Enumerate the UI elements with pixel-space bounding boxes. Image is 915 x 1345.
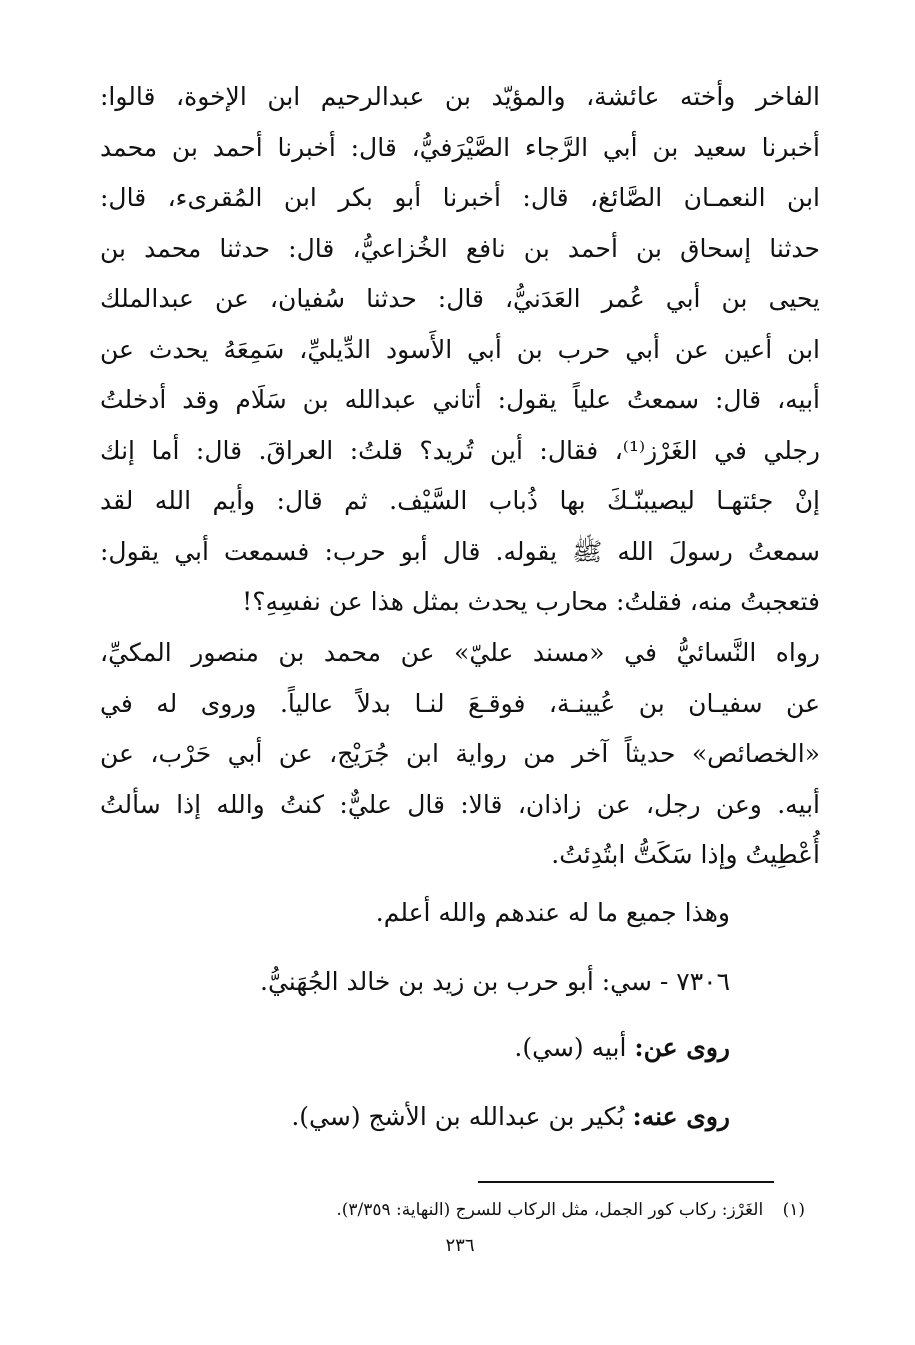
narrated-from-line	[100, 1023, 730, 1073]
footnote-text: الغَرْز: ركاب كور الجمل، مثل الركاب للسرج (النهاية: ٣/٣٥٩).	[336, 1200, 764, 1220]
text-line: ابن أعين عن أبي حرب بن أبي الأَسود الدِّيليِّ، سَمِعَهُ يحدث عن	[100, 334, 820, 364]
text-line: «الخصائص» حديثاً آخر من رواية ابن جُرَيْج، عن أبي حَرْب، عن	[100, 739, 820, 768]
text-line: سمعتُ رسولَ الله ﷺ يقوله. قال أبو حرب: فسمعت أبي يقول:	[100, 536, 820, 566]
text-line: الفاخر وأخته عائشة، والمؤيّد بن عبدالرحيم ابن الإخوة، قالوا:	[100, 82, 820, 111]
page-number: ٢٣٦	[445, 1235, 475, 1256]
text-line: أخبرنا سعيد بن أبي الرَّجاء الصَّيْرَفيُّ، قال: أخبرنا أحمد بن محمد	[100, 132, 820, 162]
text-line: حدثنا إسحاق بن أحمد بن نافع الخُزاعيُّ، قال: حدثنا محمد بن	[100, 233, 820, 263]
main-paragraph	[100, 72, 820, 628]
narrated-by-line	[100, 1092, 730, 1142]
footnote	[125, 1196, 805, 1224]
footnote-number: (١)	[782, 1200, 805, 1220]
text-line: أُعْطِيتُ وإذا سَكَتُّ ابتُدِئتُ.	[551, 840, 820, 869]
text-line: أبيه، قال: سمعتُ علياً يقول: أتاني عبدالله بن سَلَام وقد أدخلتُ	[100, 385, 820, 414]
footnote-divider	[478, 1181, 774, 1183]
text-line: إنْ جئتهـا ليصيبنّـكَ بها ذُباب السَّيْف. ثم قال: وأيم الله لقد	[100, 486, 820, 515]
attribution-paragraph	[100, 628, 820, 881]
text-line: ابن النعمـان الصَّائغ، قال: أخبرنا أبو بكر ابن المُقرىء، قال:	[100, 183, 820, 212]
text-line: يحيى بن أبي عُمر العَدَنيُّ، قال: حدثنا سُفيان، عن عبدالملك	[100, 284, 820, 313]
narrated-by-label: روى عنه:	[632, 1102, 730, 1131]
entry-heading: ٧٣٠٦ - سي: أبو حرب بن زيد بن خالد الجُهَنيُّ.	[260, 967, 730, 996]
text-line: رواه النَّسائيُّ في «مسند عليّ» عن محمد بن منصور المكيِّ،	[100, 638, 820, 667]
text-line: عن سفيـان بن عُيينـة، فوقـعَ لنـا بدلاً عالياً. وروى له في	[100, 688, 820, 718]
closing-sentence: وهذا جميع ما له عندهم والله أعلم.	[375, 898, 730, 927]
narrated-from-value: أبيه (سي).	[514, 1033, 627, 1062]
narrated-by-value: بُكير بن عبدالله بن الأشج (سي).	[291, 1102, 625, 1131]
text-line: أبيه. وعن رجل، عن زاذان، قالا: قال عليٌّ: كنتُ والله إذا سألتُ	[100, 789, 820, 819]
narrated-from-label: روى عن:	[634, 1033, 730, 1062]
text-line-with-footnote-ref: رجلي في الغَرْز⁽¹⁾، فقال: أين تُريد؟ قلتُ: العراقَ. قال: أما إنك	[100, 435, 820, 465]
text-line: فتعجبتُ منه، فقلتُ: محارب يحدث بمثل هذا عن نفسِهِ؟!	[242, 587, 820, 616]
